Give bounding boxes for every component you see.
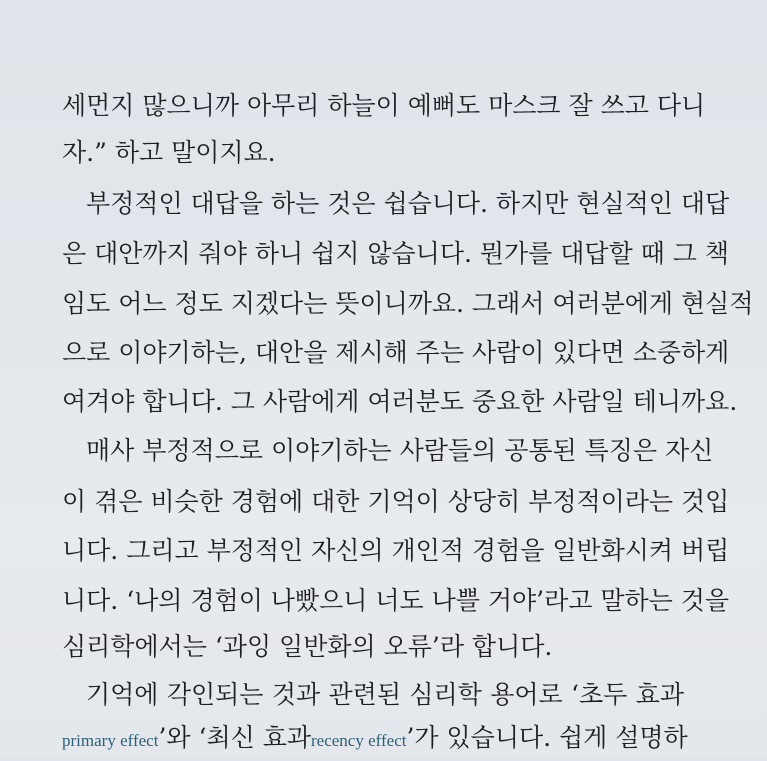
text-line-13: 기억에 각인되는 것과 관련된 심리학 용어로 ‘초두 효과 [86, 680, 684, 709]
gloss-recency-effect: recency effect [311, 731, 407, 750]
text-line-12: 심리학에서는 ‘과잉 일반화의 오류’라 합니다. [62, 632, 553, 661]
text-line-10: 니다. 그리고 부정적인 자신의 개인적 경험을 일반화시켜 버립 [62, 536, 730, 565]
gloss-primary-effect: primary effect [62, 731, 159, 750]
text-line-8: 매사 부정적으로 이야기하는 사람들의 공통된 특징은 자신 [86, 436, 714, 465]
text-line-7: 여겨야 합니다. 그 사람에게 여러분도 중요한 사람일 테니까요. [62, 387, 738, 416]
text-fragment: ’와 ‘최신 효과 [158, 723, 311, 752]
text-line-6: 으로 이야기하는, 대안을 제시해 주는 사람이 있다면 소중하게 [62, 338, 730, 367]
text-line-2: 자.” 하고 말이지요. [62, 138, 276, 167]
text-line-4: 은 대안까지 줘야 하니 쉽지 않습니다. 뭔가를 대답할 때 그 책 [62, 239, 730, 268]
text-line-3: 부정적인 대답을 하는 것은 쉽습니다. 하지만 현실적인 대답 [86, 189, 730, 218]
text-line-14 [62, 718, 688, 758]
text-line-11: 니다. ‘나의 경험이 나빴으니 너도 나쁠 거야’라고 말하는 것을 [62, 586, 730, 615]
text-line-1: 세먼지 많으니까 아무리 하늘이 예뻐도 마스크 잘 쓰고 다니 [62, 91, 706, 120]
text-line-5: 임도 어느 정도 지겠다는 뜻이니까요. 그래서 여러분에게 현실적 [62, 289, 754, 318]
text-fragment: ’가 있습니다. 쉽게 설명하 [406, 723, 688, 752]
text-line-9: 이 겪은 비슷한 경험에 대한 기억이 상당히 부정적이라는 것입 [62, 487, 730, 516]
